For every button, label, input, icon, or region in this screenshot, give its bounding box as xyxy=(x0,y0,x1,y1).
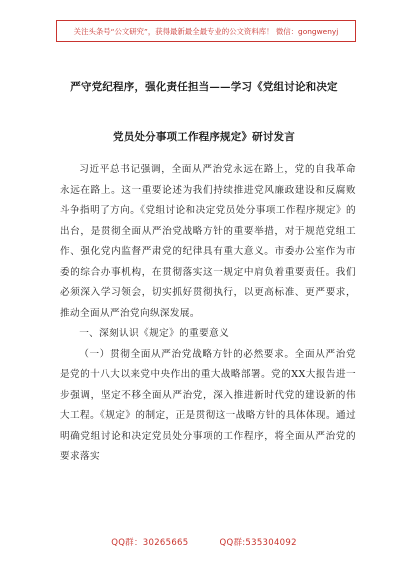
document-title-line-2: 党员处分事项工作程序规定》研讨发言 xyxy=(113,131,295,143)
header-banner xyxy=(56,20,356,42)
body-paragraph: （一）贯彻全面从严治党战略方针的必然要求。全面从严治党是党的十八大以来党中央作出的重大战略部署。党的XX大报告进一步强调，坚定不移全面从严治党，深入推进新时代党的建设新的伟大工程。《规定》的制定，正是贯彻这一战略方针的具体体现。通过明确党组讨论和决定党员处分事项的工作程序，将全面从严治党的要求落实 xyxy=(60,348,356,462)
document-title-line-1: 严守党纪程序，强化责任担当——学习《党组讨论和决定 xyxy=(70,81,338,93)
footer-qq-group-1: QQ群：30265665 xyxy=(111,538,189,548)
footer-contact xyxy=(0,536,408,548)
document-body xyxy=(60,160,356,468)
body-paragraph: 习近平总书记强调，全面从严治党永远在路上，党的自我革命永远在路上。这一重要论述为我们持续推进党风廉政建设和反腐败斗争指明了方向。《党组讨论和决定党员处分事项工作程序规定》的出台，是贯彻全面从严治党战略方针的重要举措，对于规范党组工作、强化党内监督严肃党的纪律具有重大意义。市委办公室作为市委的综合办事机构，在贯彻落实这一规定中肩负着重要责任。我们必须深入学习领会，切实抓好贯彻执行，以更高标准、更严要求，推动全面从严治党向纵深发展。 xyxy=(60,164,356,319)
banner-text: 关注头条号“公文研究”，获得最新最全最专业的公文资料库！ 微信：gongwenyj xyxy=(73,26,339,36)
footer-qq-group-2: QQ群:535304092 xyxy=(219,538,297,548)
section-heading: 一、深刻认识《规定》的重要意义 xyxy=(79,328,230,339)
